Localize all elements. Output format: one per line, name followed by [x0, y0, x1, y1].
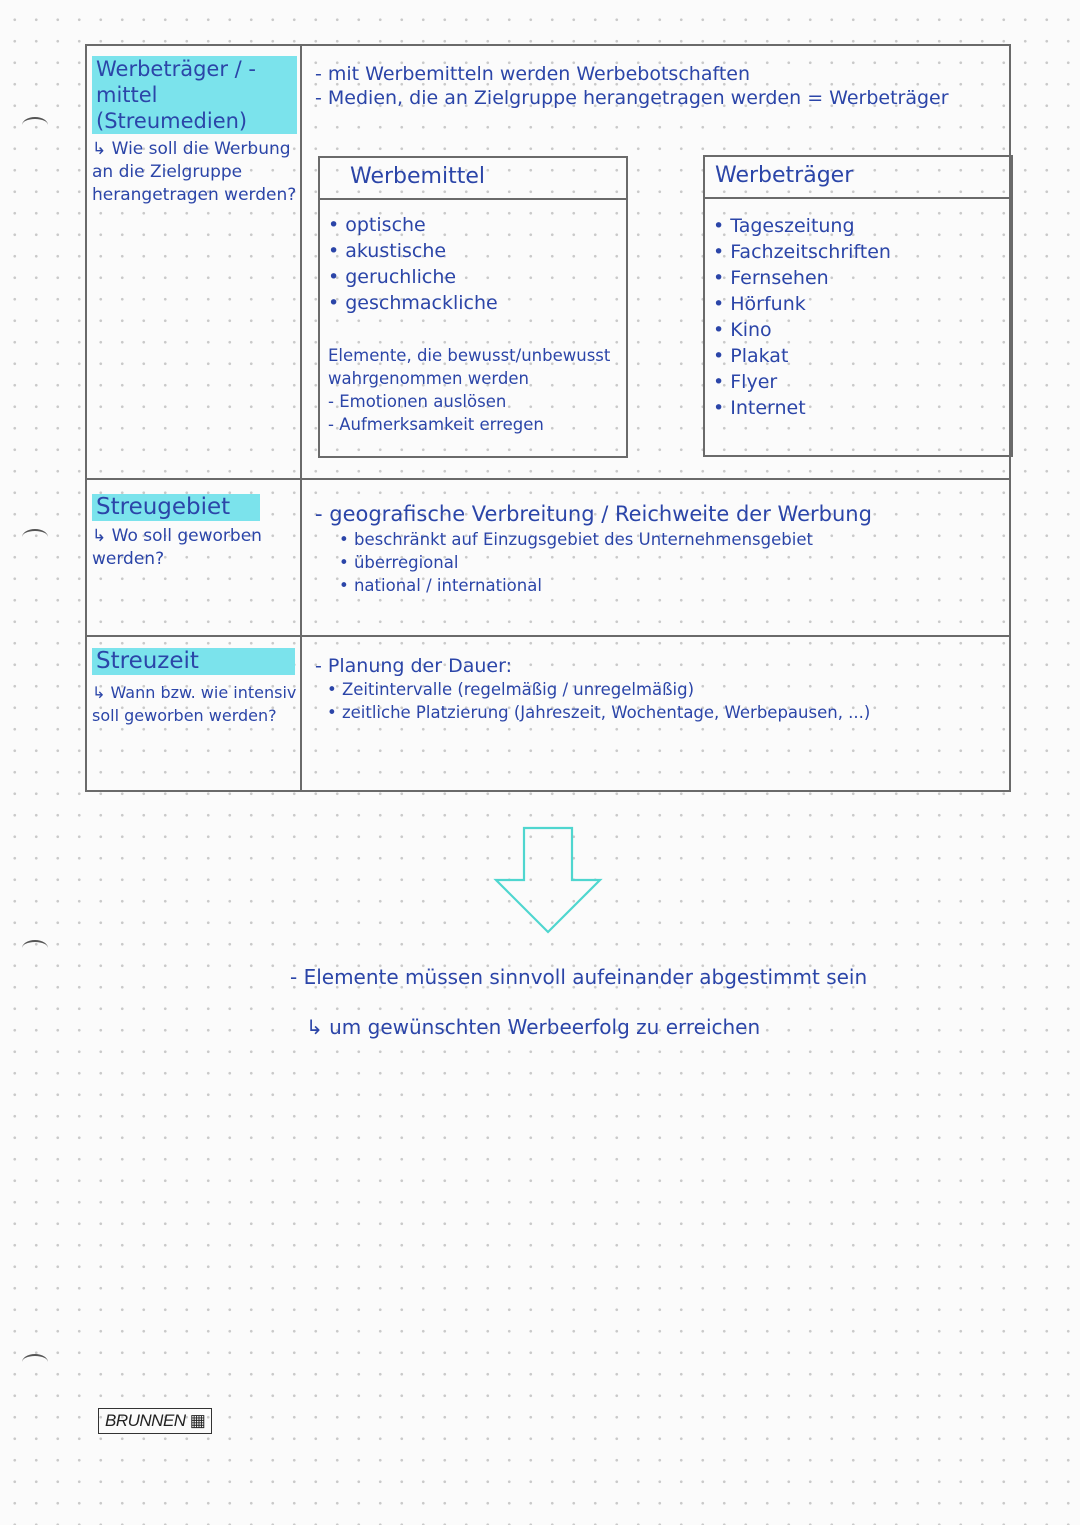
table-column-divider — [300, 44, 302, 792]
row-streuzeit-content — [315, 654, 870, 724]
table-row-divider — [85, 635, 1011, 637]
row-werbetraeger-content — [315, 62, 949, 110]
box-heading: Werbeträger — [705, 157, 1011, 199]
text-line: - Medien, die an Zielgruppe herangetragen werden = Werbeträger — [315, 87, 949, 109]
note-line: - Aufmerksamkeit erregen — [328, 415, 544, 434]
row-question: ↳ Wo soll geworben werden? — [92, 526, 262, 569]
note-line: wahrgenommen werden — [328, 369, 529, 388]
row-title: Werbeträger / -mittel (Streumedien) — [92, 56, 297, 134]
brunnen-logo — [98, 1408, 212, 1434]
text-line: • zeitliche Platzierung (Jahreszeit, Wochentage, Werbepausen, ...) — [327, 703, 871, 722]
text-line: - Planung der Dauer: — [315, 655, 512, 677]
werbemittel-list — [328, 212, 618, 316]
row-streuzeit-label — [92, 648, 297, 727]
list-item: • Tageszeitung — [713, 213, 1003, 239]
table-row-divider — [85, 478, 1011, 480]
punch-hole — [22, 940, 48, 956]
list-item: • Hörfunk — [713, 291, 1003, 317]
row-title: Streugebiet — [92, 494, 260, 521]
list-item: • Internet — [713, 395, 1003, 421]
note-line: Elemente, die bewusst/unbewusst — [328, 346, 611, 365]
row-title: Streuzeit — [92, 648, 295, 675]
brand-text: BRUNNEN — [105, 1411, 186, 1430]
list-item: • Plakat — [713, 343, 1003, 369]
list-item: • Fachzeitschriften — [713, 239, 1003, 265]
down-arrow-icon — [490, 826, 606, 938]
text-line: • national / international — [339, 576, 542, 595]
box-heading: Werbemittel — [320, 158, 626, 200]
list-item: • Kino — [713, 317, 1003, 343]
row-question: ↳ Wann bzw. wie intensiv soll geworben werden? — [92, 683, 297, 725]
row-streugebiet-content — [315, 500, 872, 597]
list-item: • Flyer — [713, 369, 1003, 395]
text-line: - geografische Verbreitung / Reichweite der Werbung — [315, 502, 872, 526]
list-item: • akustische — [328, 238, 618, 264]
werbetraeger-list — [713, 213, 1003, 421]
list-item: • Fernsehen — [713, 265, 1003, 291]
werbetraeger-box — [703, 155, 1013, 457]
conclusion-line: - Elemente müssen sinnvoll aufeinander abgestimmt sein — [290, 965, 868, 989]
text-line: • Zeitintervalle (regelmäßig / unregelmäßig) — [327, 680, 695, 699]
text-line: • überregional — [339, 553, 459, 572]
text-line: • beschränkt auf Einzugsgebiet des Unternehmensgebiet — [339, 530, 813, 549]
list-item: • geschmackliche — [328, 290, 618, 316]
note-line: - Emotionen auslösen — [328, 392, 507, 411]
punch-hole — [22, 1354, 48, 1370]
row-streugebiet-label — [92, 494, 297, 571]
row-werbetraeger-label — [92, 56, 297, 207]
werbemittel-notes — [328, 344, 618, 436]
list-item: • optische — [328, 212, 618, 238]
row-question: ↳ Wie soll die Werbung an die Zielgruppe herangetragen werden? — [92, 139, 297, 205]
conclusion-line: ↳ um gewünschten Werbeerfolg zu erreichen — [306, 1015, 761, 1039]
punch-hole — [22, 117, 48, 133]
list-item: • geruchliche — [328, 264, 618, 290]
werbemittel-box — [318, 156, 628, 458]
text-line: - mit Werbemitteln werden Werbebotschaften — [315, 63, 750, 85]
brand-mark-icon: ▦ — [189, 1411, 206, 1430]
punch-hole — [22, 529, 48, 545]
